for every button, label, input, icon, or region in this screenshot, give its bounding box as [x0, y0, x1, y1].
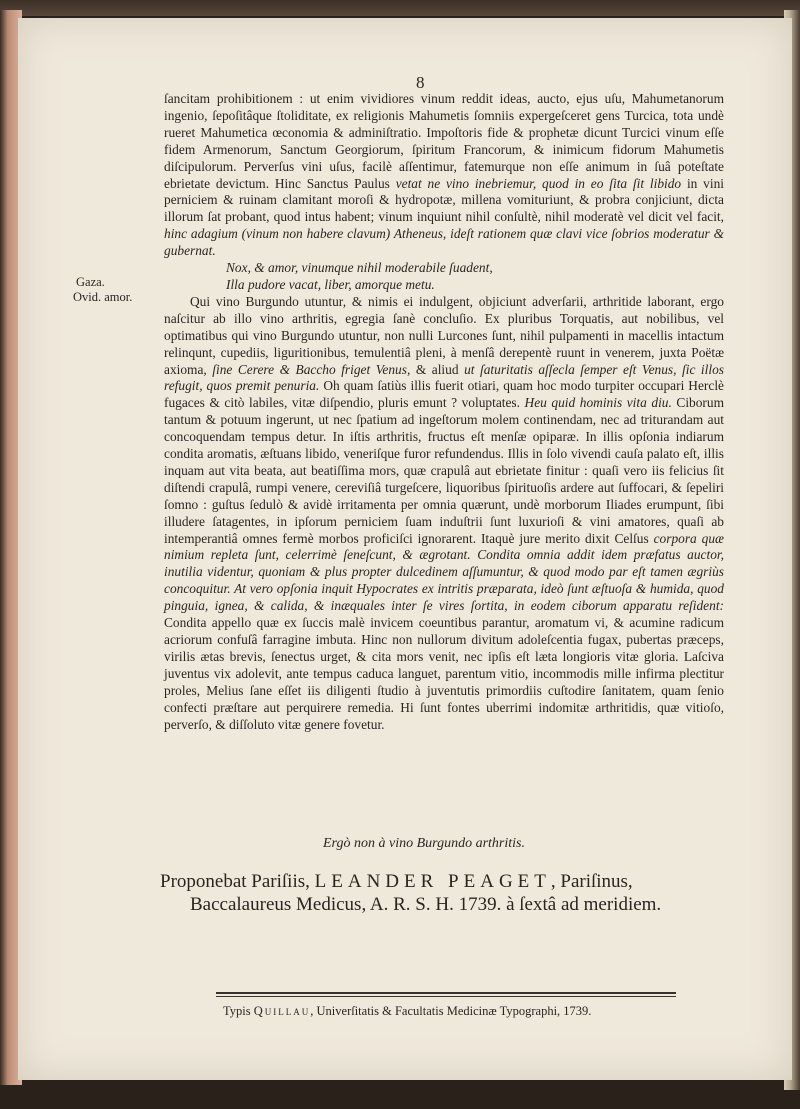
defense-statement — [160, 870, 740, 916]
paragraph-2-run: Heu quid hominis vita diu. — [524, 395, 672, 411]
document-page — [18, 18, 792, 1080]
margin-note-ovid: Ovid. amor. — [73, 290, 133, 304]
paragraph-1-run: in vini perniciem & ruinam clamitant moroſi & hydropotæ, millena vomituriunt, & probra conjiciunt, dicta illorum ſat probant, quod intus habent; vinum inquiunt nihil conſultè, nihil moderatè vel dicit vel facit, — [164, 175, 724, 225]
conclusion-line: Ergò non à vino Burgundo arthritis. — [323, 836, 525, 851]
paragraph-1 — [164, 91, 724, 260]
defense-line-1 — [160, 870, 740, 893]
paragraph-1-run: hinc adagium (vinum non habere clavum) Atheneus, ideſt rationem quæ clavi vice ſobrios moderatur & gubernat. — [164, 226, 724, 259]
paragraph-2-run: ut ſaturitatis aſſecla ſemper eſt Venus, ſic illos refugit, quos premit penuria. — [164, 361, 724, 394]
paragraph-2-run: Ciborum tantum & potuum ingerunt, ut nec ſpatium ad ingeſtorum molem continendam, nec ad triturandam aut concoquendam tempus detur. In iſtis arthritis, fructus eſt menſæ opiparæ. In illis opſonia indiarum condita aromatis, æſtuans libido, veneriſque furor refundendus. Illis in ſolo vivendi cauſa palato eſt, illis inquam aut vita beata, aut beatiſſima mors, quæ crapulâ aut ebrietate finitur : quaſi vero iis felicius ſit diſtendi crapulâ, rumpi venere, cereviſiâ turgeſcere, liquoribus ſpirituoſis ardere aut ſuffocari, & ſepeliri ſomno : guſtus ſedulò & avidè irritamenta per omnia quærunt, undè morborum Iliades erumpunt, ſibi illudere ſatagentes, in ipſorum perniciem ſuam induſtrii ſunt luxurioſi & vini amatores, quaſi ab intemperantiâ omnes fermè morbos proficiſci ignorarent. Itaquè jure merito dixit Celſus — [164, 395, 724, 546]
paragraph-1-run: vetat ne vino inebriemur, quod in eo ſita ſit libido — [395, 175, 682, 191]
printer-name: Quillau — [253, 1004, 311, 1018]
divider-rule — [216, 992, 676, 994]
defense-place: Proponebat Pariſiis, — [160, 871, 315, 892]
defense-line-2: Baccalaureus Medicus, A. R. S. H. 1739. à ſextâ ad meridiem. — [190, 894, 662, 915]
main-text — [164, 91, 724, 733]
paragraph-2-run: Oh quam ſatiùs illis fuerit otiari, quam hoc modo turpiter occupari Herclè fugaces & citò labiles, vitæ diſpendio, pluris emunt ? voluptates. — [164, 378, 724, 411]
candidate-origin: , Pariſinus, — [550, 871, 633, 892]
page-number: 8 — [416, 73, 425, 92]
printer-imprint — [223, 1004, 591, 1019]
imprint-prefix: Typis — [223, 1004, 254, 1018]
verse-line-2: Illa pudore vacat, liber, amorque metu. — [226, 276, 435, 292]
divider-rule-thin — [216, 996, 676, 997]
book-top-edge — [0, 0, 800, 16]
paragraph-2-run: ſine Cerere & Baccho friget Venus, — [212, 361, 411, 377]
candidate-name: LEANDER PEAGET — [314, 871, 551, 892]
paragraph-1-run: ſancitam prohibitionem : ut enim vividiores vinum reddit ideas, aucto, ejus uſu, Mahumetanorum ingenio, ſepoſitâque ſtoliditate, ex religionis Mahumetis ſomniis expergeſceret gens Turcica, tota undè rueret Mahumetica œconomia & adminiſtratio. Impoſtoris fide & prophetæ dicunt Turcici vinum eſſe fidem Armenorum, Sanctum Georgiorum, ſpiritum Francorum, & inimicum fidorum Mahumetis diſcipulorum. Perverſus vini uſus, facilè aſſentimur, fatemurque non eſſe animum in ſuâ poteſtate ebrietate devictum. Hinc Sanctus Paulus — [164, 91, 724, 191]
paragraph-2-run: corpora quæ nimium repleta ſunt, celerrimè ſeneſcunt, & ægrotant. Condita omnia addit idem præfatus auctor, inutilia videntur, quoniam & plus propter dulcedinem aſſumuntur, & quod modo par eſt tamen ægriùs concoquitur. At vero opſonia inquit Hypocrates ex intritis præparata, ideò ſunt æſtuoſa & humida, quod pinguia, ignea, & calida, & inæquales inter ſe vires ſortita, in eodem ciborum apparatu reſident: — [164, 530, 724, 614]
paragraph-2-run: Qui vino Burgundo utuntur, & nimis ei indulgent, objiciunt adverſarii, arthritide laborant, ergo naſcitur ab illo vino arthritis, egregia ſanè concluſio. Ex pluribus Torquatis, aut nobilibus, vel optimatibus qui vino Burgundo utuntur, non nulli Lurcones ſunt, nihil pulpamenti in macellis intactum relinqunt, cupediis, liguritionibus, temulentiâ pleni, à menſâ derepentè ruunt in venerem, juxta Poëtæ axioma, — [164, 293, 724, 377]
paragraph-2-run: & aliud — [410, 361, 465, 377]
margin-note-gaza: Gaza. — [76, 275, 105, 289]
imprint-suffix: , Univerſitatis & Facultatis Medicinæ Typographi, 1739. — [310, 1004, 592, 1018]
verse-line-1: Nox, & amor, vinumque nihil moderabile ſuadent, — [226, 260, 493, 276]
paragraph-2 — [164, 294, 724, 734]
paragraph-2-run: Condita appello quæ ex ſuccis malè invicem coeuntibus parantur, aromatum vi, & acumine radicum acriorum confuſâ farragine imbuta. Hinc non nullorum divitum adoleſcentia fugax, pubertas præceps, virilis ætas brevis, ſenectus urget, & cita mors venit, nec ipſis eſt læta longioris vitæ gloria. Laſciva juventus vix adolevit, ante tempus caduca languet, parentum vitio, incommodis mille infirma plectitur proles, Melius ſane eſſet iis diligenti ſtudio à juventutis primordiis cuſtodire ſanitatem, quam ſenio confecti præſtare aut perquirere remedia. Hi ſunt fontes uberrimi indomitæ arthritidis, quæ vitioſo, perverſo, & diſſoluto vitæ genere fovetur. — [164, 615, 724, 732]
